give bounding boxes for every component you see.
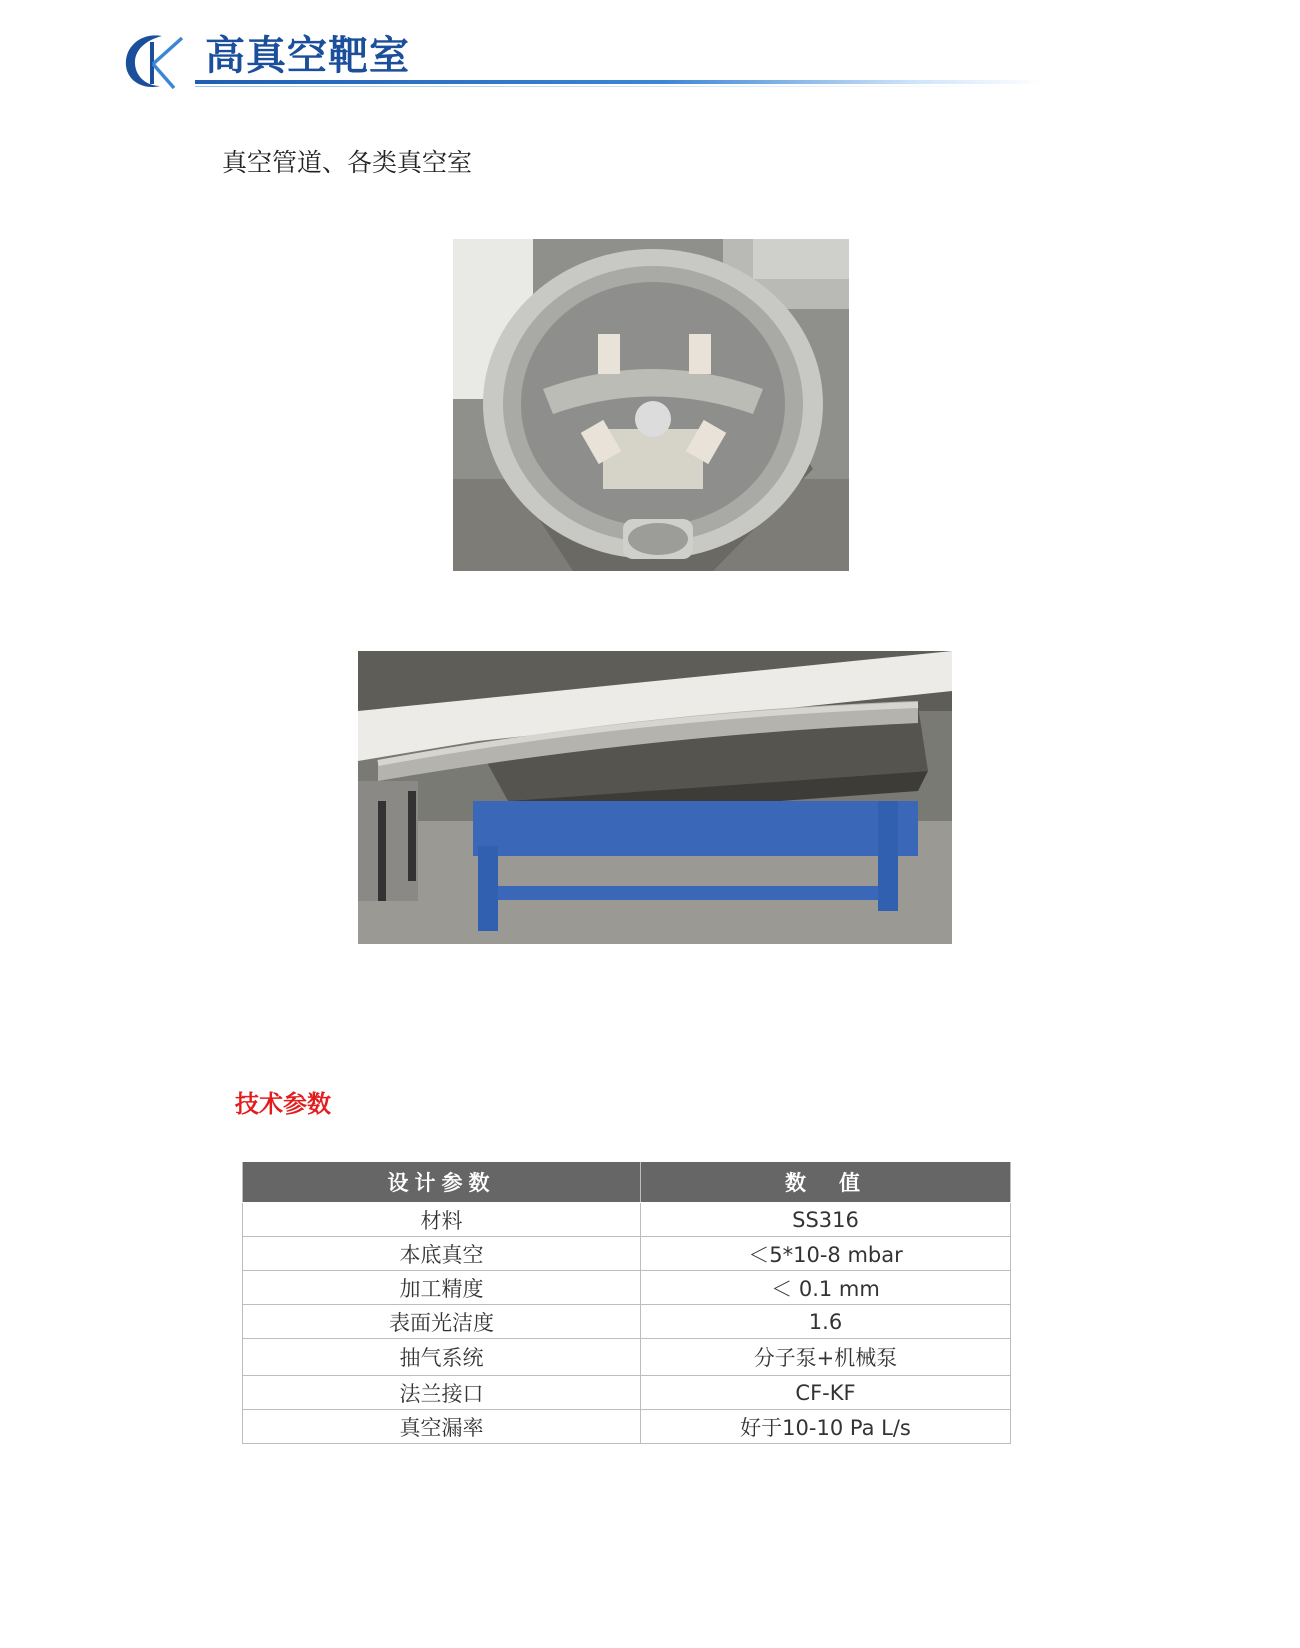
ck-logo-icon xyxy=(122,30,188,92)
header-divider xyxy=(195,80,1045,84)
table-row xyxy=(243,1376,1011,1410)
param-cell: 本底真空 xyxy=(243,1237,641,1271)
value-cell: 好于10-10 Pa L/s xyxy=(641,1410,1011,1444)
table-row xyxy=(243,1305,1011,1339)
param-cell: 真空漏率 xyxy=(243,1410,641,1444)
table-header-row xyxy=(243,1160,1011,1203)
vacuum-chamber-photo xyxy=(453,239,849,571)
table-row xyxy=(243,1339,1011,1376)
value-cell: 分子泵+机械泵 xyxy=(641,1339,1011,1376)
value-cell: ＜ 0.1 mm xyxy=(641,1271,1011,1305)
table-row xyxy=(243,1203,1011,1237)
header-divider-thin xyxy=(195,86,1015,87)
param-cell: 加工精度 xyxy=(243,1271,641,1305)
table-row xyxy=(243,1410,1011,1444)
table-row xyxy=(243,1237,1011,1271)
page-title: 高真空靶室 xyxy=(205,33,410,79)
value-cell: 1.6 xyxy=(641,1305,1011,1339)
spec-table xyxy=(242,1158,1011,1444)
param-cell: 抽气系统 xyxy=(243,1339,641,1376)
table-row xyxy=(243,1271,1011,1305)
param-cell: 表面光洁度 xyxy=(243,1305,641,1339)
column-header-value: 数 值 xyxy=(641,1160,1011,1203)
column-header-param: 设计参数 xyxy=(243,1160,641,1203)
param-cell: 法兰接口 xyxy=(243,1376,641,1410)
vacuum-pipe-photo xyxy=(358,651,952,944)
value-cell: CF-KF xyxy=(641,1376,1011,1410)
page-subtitle: 真空管道、各类真空室 xyxy=(222,148,473,177)
tech-params-heading: 技术参数 xyxy=(235,1090,331,1118)
value-cell: ＜5*10-8 mbar xyxy=(641,1237,1011,1271)
value-cell: SS316 xyxy=(641,1203,1011,1237)
param-cell: 材料 xyxy=(243,1203,641,1237)
